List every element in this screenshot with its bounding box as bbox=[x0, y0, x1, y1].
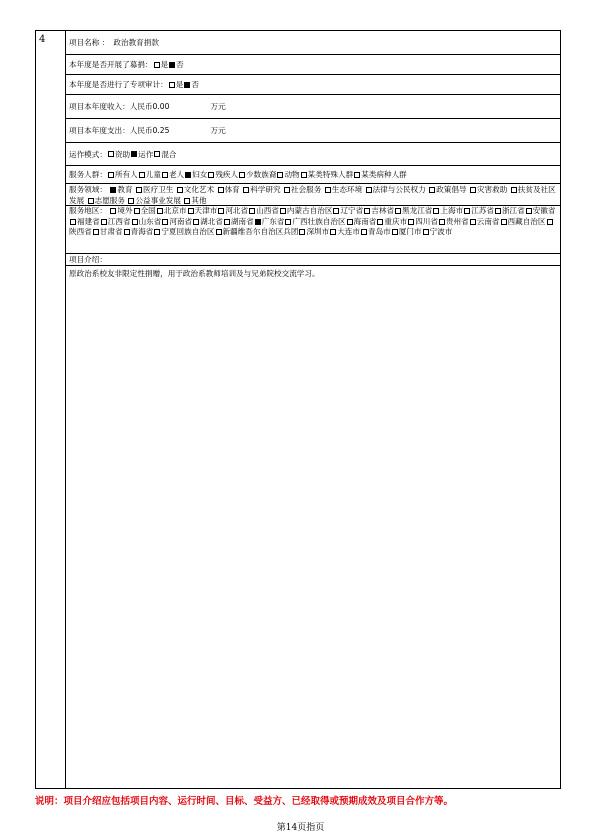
field-law-checkbox[interactable] bbox=[366, 187, 372, 193]
region-checkbox[interactable] bbox=[188, 208, 194, 214]
fundraising-row bbox=[66, 55, 560, 75]
region-checkbox[interactable] bbox=[423, 229, 429, 235]
record-rows bbox=[66, 31, 560, 788]
region-checkbox[interactable] bbox=[93, 229, 99, 235]
region-label: 重庆市 bbox=[384, 216, 408, 226]
region-checkbox[interactable] bbox=[433, 208, 439, 214]
region-checkbox[interactable] bbox=[470, 219, 476, 225]
group-disabled-checkbox[interactable] bbox=[208, 172, 214, 178]
region-label: 江西省 bbox=[107, 216, 131, 226]
project-name-value: 政治教育捐款 bbox=[113, 38, 159, 47]
field-law-label: 法律与公民权力 bbox=[372, 185, 426, 194]
group-children-label: 儿童 bbox=[145, 170, 161, 179]
target-groups-row bbox=[66, 166, 560, 184]
expense-unit: 万元 bbox=[210, 126, 226, 135]
region-checkbox[interactable] bbox=[439, 219, 445, 225]
group-special-label: 某类特殊人群 bbox=[307, 170, 354, 179]
expense-label: 项目本年度支出： bbox=[69, 126, 130, 135]
field-policy-label: 政策倡导 bbox=[436, 185, 467, 194]
intro-label: 项目介绍： bbox=[69, 255, 107, 264]
region-label: 广东省 bbox=[261, 216, 285, 226]
region-checkbox[interactable] bbox=[224, 219, 230, 225]
record-number: 4 bbox=[39, 34, 46, 45]
field-ecology-checkbox[interactable] bbox=[325, 187, 331, 193]
audit-no-checkbox[interactable] bbox=[184, 82, 190, 88]
region-checkbox[interactable] bbox=[377, 219, 383, 225]
income-row bbox=[66, 95, 560, 119]
fundraising-no-checkbox[interactable] bbox=[169, 62, 175, 68]
group-elderly-checkbox[interactable] bbox=[162, 172, 168, 178]
region-label: 陕西省 bbox=[69, 227, 92, 236]
region-label: 四川省 bbox=[415, 216, 438, 226]
field-education-label: 教育 bbox=[117, 185, 133, 194]
expense-row bbox=[66, 119, 560, 143]
region-label: 广西壮族自治区 bbox=[292, 216, 346, 226]
region-checkbox[interactable] bbox=[162, 219, 168, 225]
footnote: 说明：项目介绍应包括项目内容、运行时间、目标、受益方、已经取得或预期成效及项目合作方等。 bbox=[35, 796, 454, 807]
region-checkbox[interactable] bbox=[124, 229, 130, 235]
page-indicator: 第14页指页 bbox=[276, 823, 325, 833]
field-policy-checkbox[interactable] bbox=[429, 187, 435, 193]
region-checkbox[interactable] bbox=[464, 208, 470, 214]
group-all-label: 所有人 bbox=[114, 170, 138, 179]
region-label: 西藏自治区 bbox=[507, 216, 546, 226]
region-label: 辽宁省 bbox=[340, 206, 364, 215]
group-disease-label: 某类病种人群 bbox=[361, 170, 407, 179]
fields-row bbox=[66, 184, 560, 206]
field-social-checkbox[interactable] bbox=[284, 187, 290, 193]
field-other-checkbox[interactable] bbox=[184, 198, 190, 204]
region-label: 新疆维吾尔自治区兵团 bbox=[222, 227, 299, 236]
project-name-row bbox=[66, 31, 560, 55]
field-disaster-checkbox[interactable] bbox=[470, 187, 476, 193]
region-label: 吉林省 bbox=[371, 206, 395, 215]
region-label: 河南省 bbox=[169, 216, 193, 226]
region-checkbox[interactable] bbox=[249, 208, 255, 214]
expense-amount: 0.25 bbox=[152, 126, 170, 135]
region-label: 境外 bbox=[117, 206, 133, 215]
regions-label: 服务地区： bbox=[69, 206, 107, 215]
group-women-checkbox[interactable] bbox=[185, 172, 191, 178]
region-checkbox[interactable] bbox=[280, 208, 286, 214]
group-disease-checkbox[interactable] bbox=[354, 172, 360, 178]
field-poverty-checkbox[interactable] bbox=[511, 187, 517, 193]
field-volunteer-label: 志愿服务 bbox=[94, 196, 125, 205]
region-label: 山西省 bbox=[256, 206, 279, 215]
group-animals-checkbox[interactable] bbox=[277, 172, 283, 178]
group-ethnic-label: 少数族裔 bbox=[246, 170, 277, 179]
region-label: 福建省 bbox=[77, 216, 100, 226]
field-culture-label: 文化艺术 bbox=[183, 185, 215, 194]
region-checkbox[interactable] bbox=[216, 229, 222, 235]
region-checkbox[interactable] bbox=[364, 208, 370, 214]
group-children-checkbox[interactable] bbox=[139, 172, 145, 178]
region-label: 青岛市 bbox=[368, 227, 391, 236]
group-special-checkbox[interactable] bbox=[301, 172, 307, 178]
field-culture-checkbox[interactable] bbox=[177, 187, 183, 193]
field-education-checkbox[interactable] bbox=[110, 187, 116, 193]
audit-yes-label: 是 bbox=[175, 80, 184, 89]
field-science-checkbox[interactable] bbox=[243, 187, 249, 193]
target-groups-label: 服务人群： bbox=[69, 170, 107, 179]
income-label: 项目本年度收入： bbox=[69, 102, 130, 111]
fundraising-no-label: 否 bbox=[176, 60, 184, 69]
region-checkbox[interactable] bbox=[395, 208, 401, 214]
field-charity-checkbox[interactable] bbox=[128, 198, 134, 204]
region-checkbox[interactable] bbox=[347, 219, 353, 225]
region-checkbox[interactable] bbox=[134, 208, 140, 214]
group-animals-label: 动物 bbox=[284, 170, 300, 179]
intro-text: 原政治系校友非限定性捐赠，用于政治系教师培训及与兄弟院校交流学习。 bbox=[69, 269, 320, 278]
region-label: 云南省 bbox=[476, 216, 500, 226]
intro-label-row bbox=[66, 254, 560, 266]
region-label: 青海省 bbox=[130, 227, 154, 236]
group-elderly-label: 老人 bbox=[168, 170, 185, 179]
region-label: 大连市 bbox=[337, 227, 360, 236]
region-label: 深圳市 bbox=[306, 227, 330, 236]
mode-fund-checkbox[interactable] bbox=[108, 151, 114, 157]
audit-label: 本年度是否进行了专项审计： bbox=[69, 80, 168, 89]
field-volunteer-checkbox[interactable] bbox=[88, 198, 94, 204]
region-label: 天津市 bbox=[194, 206, 218, 215]
mode-label: 运作模式： bbox=[69, 149, 107, 159]
project-record-table bbox=[35, 30, 561, 789]
region-checkbox[interactable] bbox=[501, 219, 507, 225]
region-checkbox[interactable] bbox=[361, 229, 367, 235]
fundraising-yes-label: 是 bbox=[160, 60, 169, 69]
group-disabled-label: 残疾人 bbox=[215, 170, 239, 179]
region-checkbox[interactable] bbox=[392, 229, 398, 235]
region-checkbox[interactable] bbox=[132, 219, 138, 225]
record-number-column bbox=[36, 31, 66, 788]
field-poverty-label: 扶贫及社区发展 bbox=[69, 185, 556, 205]
income-amount: 0.00 bbox=[152, 102, 170, 111]
mode-mixed-label: 混合 bbox=[161, 149, 177, 159]
region-label: 内蒙古自治区 bbox=[286, 206, 333, 215]
mode-operate-label: 运作 bbox=[138, 149, 154, 159]
field-disaster-label: 灾害救助 bbox=[476, 185, 508, 194]
field-ecology-label: 生态环境 bbox=[331, 185, 363, 194]
field-sports-checkbox[interactable] bbox=[218, 187, 224, 193]
group-all-checkbox[interactable] bbox=[108, 172, 114, 178]
audit-row bbox=[66, 75, 560, 95]
region-label: 湖北省 bbox=[200, 216, 223, 226]
region-label: 黑龙江省 bbox=[402, 206, 433, 215]
region-label: 厦门市 bbox=[398, 227, 422, 236]
project-name-label: 项目名称 ： bbox=[69, 38, 110, 47]
intro-text-row bbox=[66, 266, 560, 279]
region-checkbox[interactable] bbox=[218, 208, 224, 214]
group-women-label: 妇女 bbox=[192, 170, 208, 179]
field-medical-checkbox[interactable] bbox=[136, 187, 142, 193]
income-currency: 人民币 bbox=[129, 102, 153, 111]
region-checkbox[interactable] bbox=[193, 219, 199, 225]
region-checkbox[interactable] bbox=[285, 219, 291, 225]
region-checkbox[interactable] bbox=[547, 219, 553, 225]
expense-currency: 人民币 bbox=[129, 126, 153, 135]
region-checkbox[interactable] bbox=[299, 229, 305, 235]
field-social-label: 社会服务 bbox=[291, 185, 322, 194]
field-charity-label: 公益事业发展 bbox=[135, 196, 181, 205]
region-checkbox[interactable] bbox=[333, 208, 339, 214]
mode-fund-label: 资助 bbox=[114, 149, 131, 159]
region-label: 宁波市 bbox=[429, 227, 453, 236]
region-checkbox[interactable] bbox=[101, 219, 107, 225]
fundraising-label: 本年度是否开展了募捐： bbox=[69, 60, 153, 69]
mode-row bbox=[66, 143, 560, 166]
region-label: 贵州省 bbox=[445, 216, 469, 226]
region-checkbox[interactable] bbox=[154, 229, 160, 235]
group-ethnic-checkbox[interactable] bbox=[239, 172, 245, 178]
region-label: 安徽省 bbox=[532, 206, 556, 215]
region-checkbox[interactable] bbox=[408, 219, 414, 225]
audit-no-label: 否 bbox=[191, 80, 199, 89]
region-checkbox[interactable] bbox=[255, 219, 261, 225]
region-label: 江苏省 bbox=[471, 206, 494, 215]
mode-operate-checkbox[interactable] bbox=[131, 151, 137, 157]
audit-yes-checkbox[interactable] bbox=[169, 82, 175, 88]
region-label: 海南省 bbox=[353, 216, 377, 226]
fields-label: 服务领域： bbox=[69, 185, 107, 194]
region-label: 上海市 bbox=[440, 206, 464, 215]
region-checkbox[interactable] bbox=[70, 219, 76, 225]
region-checkbox[interactable] bbox=[157, 208, 163, 214]
region-label: 宁夏回族自治区 bbox=[161, 227, 215, 236]
field-science-label: 科学研究 bbox=[250, 185, 281, 194]
regions-row bbox=[66, 206, 560, 254]
region-checkbox[interactable] bbox=[110, 208, 116, 214]
income-unit: 万元 bbox=[210, 102, 226, 111]
region-label: 甘肃省 bbox=[99, 227, 123, 236]
field-other-label: 其他 bbox=[191, 196, 207, 205]
field-sports-label: 体育 bbox=[224, 185, 240, 194]
region-label: 全国 bbox=[140, 206, 156, 215]
region-label: 山东省 bbox=[138, 216, 162, 226]
region-label: 北京市 bbox=[163, 206, 187, 215]
region-label: 浙江省 bbox=[501, 206, 525, 215]
field-medical-label: 医疗卫生 bbox=[143, 185, 174, 194]
region-checkbox[interactable] bbox=[495, 208, 501, 214]
mode-mixed-checkbox[interactable] bbox=[154, 151, 160, 157]
region-checkbox[interactable] bbox=[526, 208, 532, 214]
region-label: 湖南省 bbox=[230, 216, 254, 226]
region-label: 河北省 bbox=[225, 206, 249, 215]
fundraising-yes-checkbox[interactable] bbox=[154, 62, 160, 68]
region-checkbox[interactable] bbox=[330, 229, 336, 235]
